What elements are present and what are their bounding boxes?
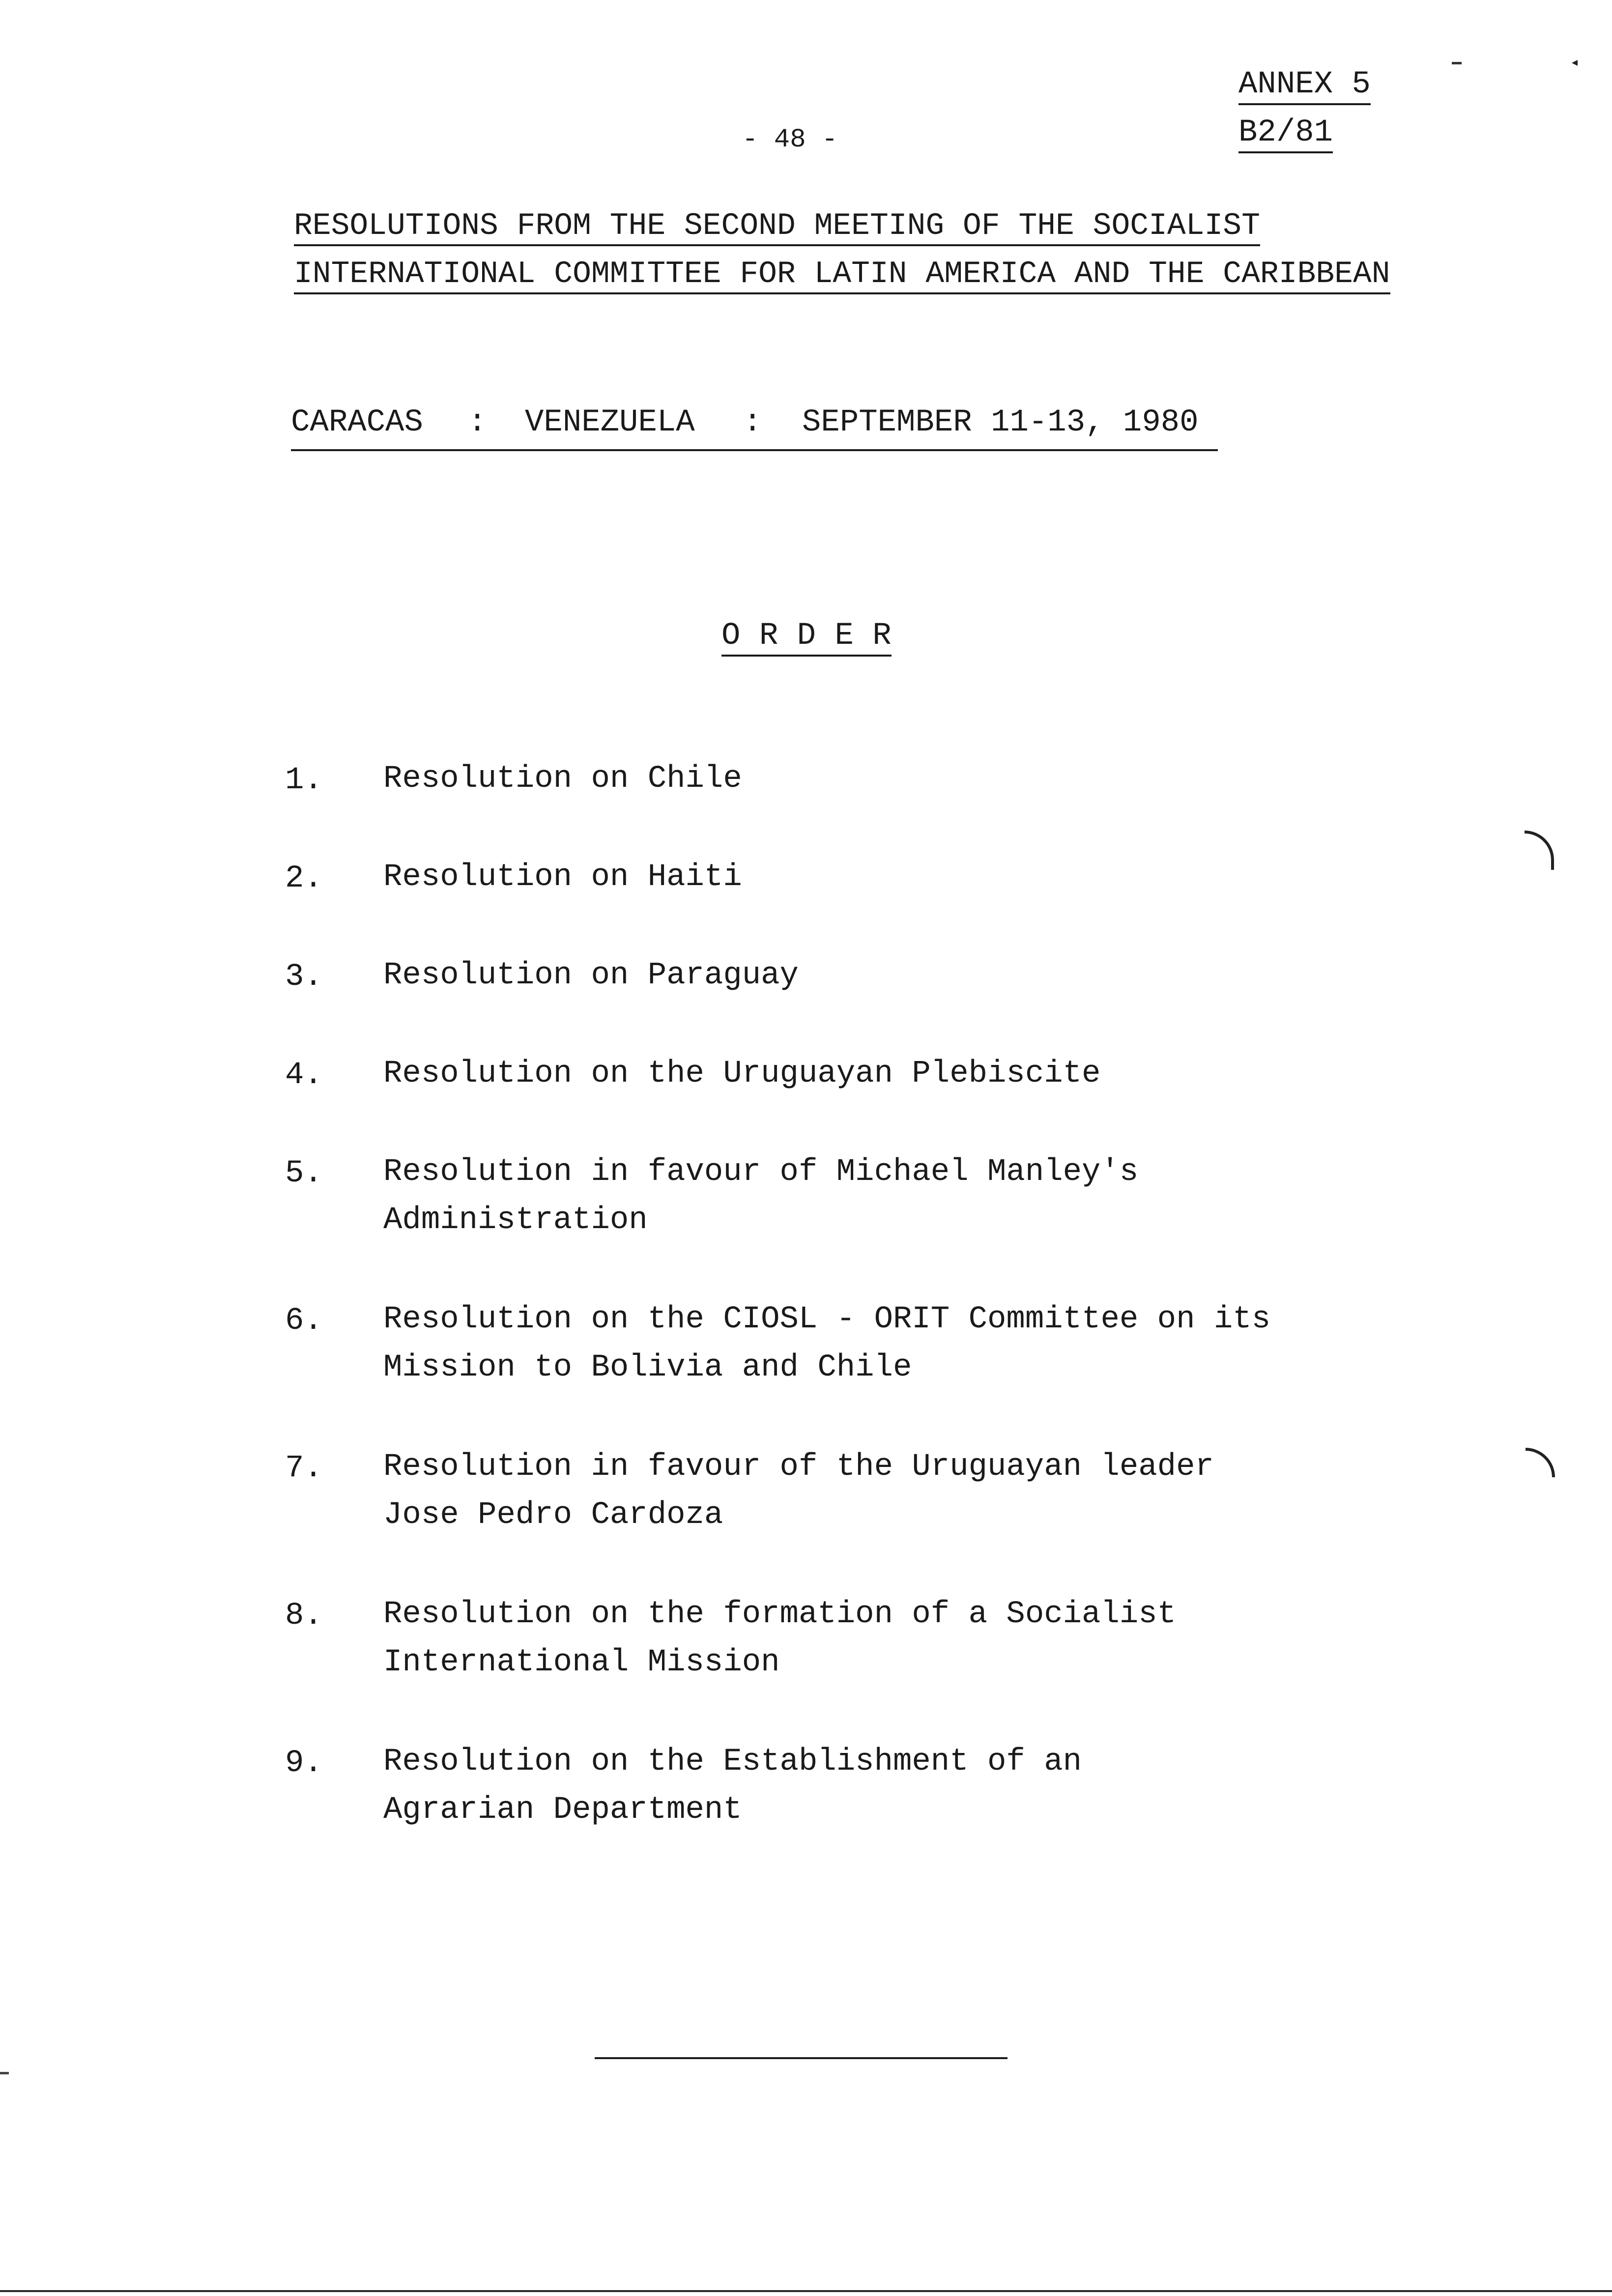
item-text: Resolution on the Establishment of an xyxy=(383,1744,1082,1779)
list-item xyxy=(0,1156,1612,1254)
venue-country: VENEZUELA xyxy=(525,405,695,440)
page-bottom-edge xyxy=(0,2290,1612,2292)
item-text: Resolution in favour of Michael Manley's xyxy=(383,1154,1139,1190)
item-text: Resolution in favour of the Uruguayan leader xyxy=(383,1449,1214,1485)
item-text-continued: International Mission xyxy=(383,1645,780,1680)
list-item xyxy=(0,959,1612,1008)
list-item xyxy=(0,1746,1612,1844)
venue-separator: : xyxy=(743,405,762,440)
item-text-continued: Administration xyxy=(383,1203,648,1238)
list-item xyxy=(0,1451,1612,1549)
item-text: Resolution on the CIOSL - ORIT Committee on its xyxy=(383,1302,1271,1337)
title-line-2: INTERNATIONAL COMMITTEE FOR LATIN AMERICA AND THE CARIBBEAN xyxy=(294,258,1390,294)
closing-rule xyxy=(595,2057,1008,2059)
annex-label: ANNEX 5 xyxy=(1238,69,1371,105)
item-number: 4. xyxy=(285,1058,323,1093)
item-text: Resolution on the Uruguayan Plebiscite xyxy=(383,1056,1101,1091)
list-item xyxy=(0,1058,1612,1107)
venue-line xyxy=(291,407,1218,451)
list-item xyxy=(0,763,1612,812)
item-text: Resolution on the formation of a Socialist xyxy=(383,1597,1177,1632)
list-item xyxy=(0,861,1612,910)
order-heading: O R D E R xyxy=(721,620,892,657)
item-text: Resolution on Chile xyxy=(383,761,742,797)
venue-date: SEPTEMBER 11-13, 1980 xyxy=(802,405,1199,440)
item-text: Resolution on Haiti xyxy=(383,860,742,895)
document-reference: B2/81 xyxy=(1238,117,1333,153)
item-number: 2. xyxy=(285,861,323,896)
item-text-continued: Mission to Bolivia and Chile xyxy=(383,1350,912,1385)
scan-mark xyxy=(1452,62,1462,64)
item-number: 7. xyxy=(285,1451,323,1486)
item-number: 5. xyxy=(285,1156,323,1191)
item-text-continued: Jose Pedro Cardoza xyxy=(383,1497,723,1533)
page-number: - 48 - xyxy=(742,125,838,155)
venue-city: CARACAS xyxy=(291,405,423,440)
item-text-continued: Agrarian Department xyxy=(383,1792,742,1828)
item-number: 3. xyxy=(285,959,323,995)
list-item xyxy=(0,1598,1612,1696)
item-number: 6. xyxy=(285,1303,323,1339)
title-line-1: RESOLUTIONS FROM THE SECOND MEETING OF THE SOCIALIST xyxy=(294,210,1260,246)
scan-mark xyxy=(0,2072,9,2074)
item-number: 9. xyxy=(285,1746,323,1781)
scan-mark xyxy=(1572,60,1578,66)
item-text: Resolution on Paraguay xyxy=(383,958,799,993)
list-item xyxy=(0,1303,1612,1402)
item-number: 1. xyxy=(285,763,323,798)
venue-separator: : xyxy=(468,405,487,440)
item-number: 8. xyxy=(285,1598,323,1634)
scan-mark xyxy=(1525,831,1554,870)
